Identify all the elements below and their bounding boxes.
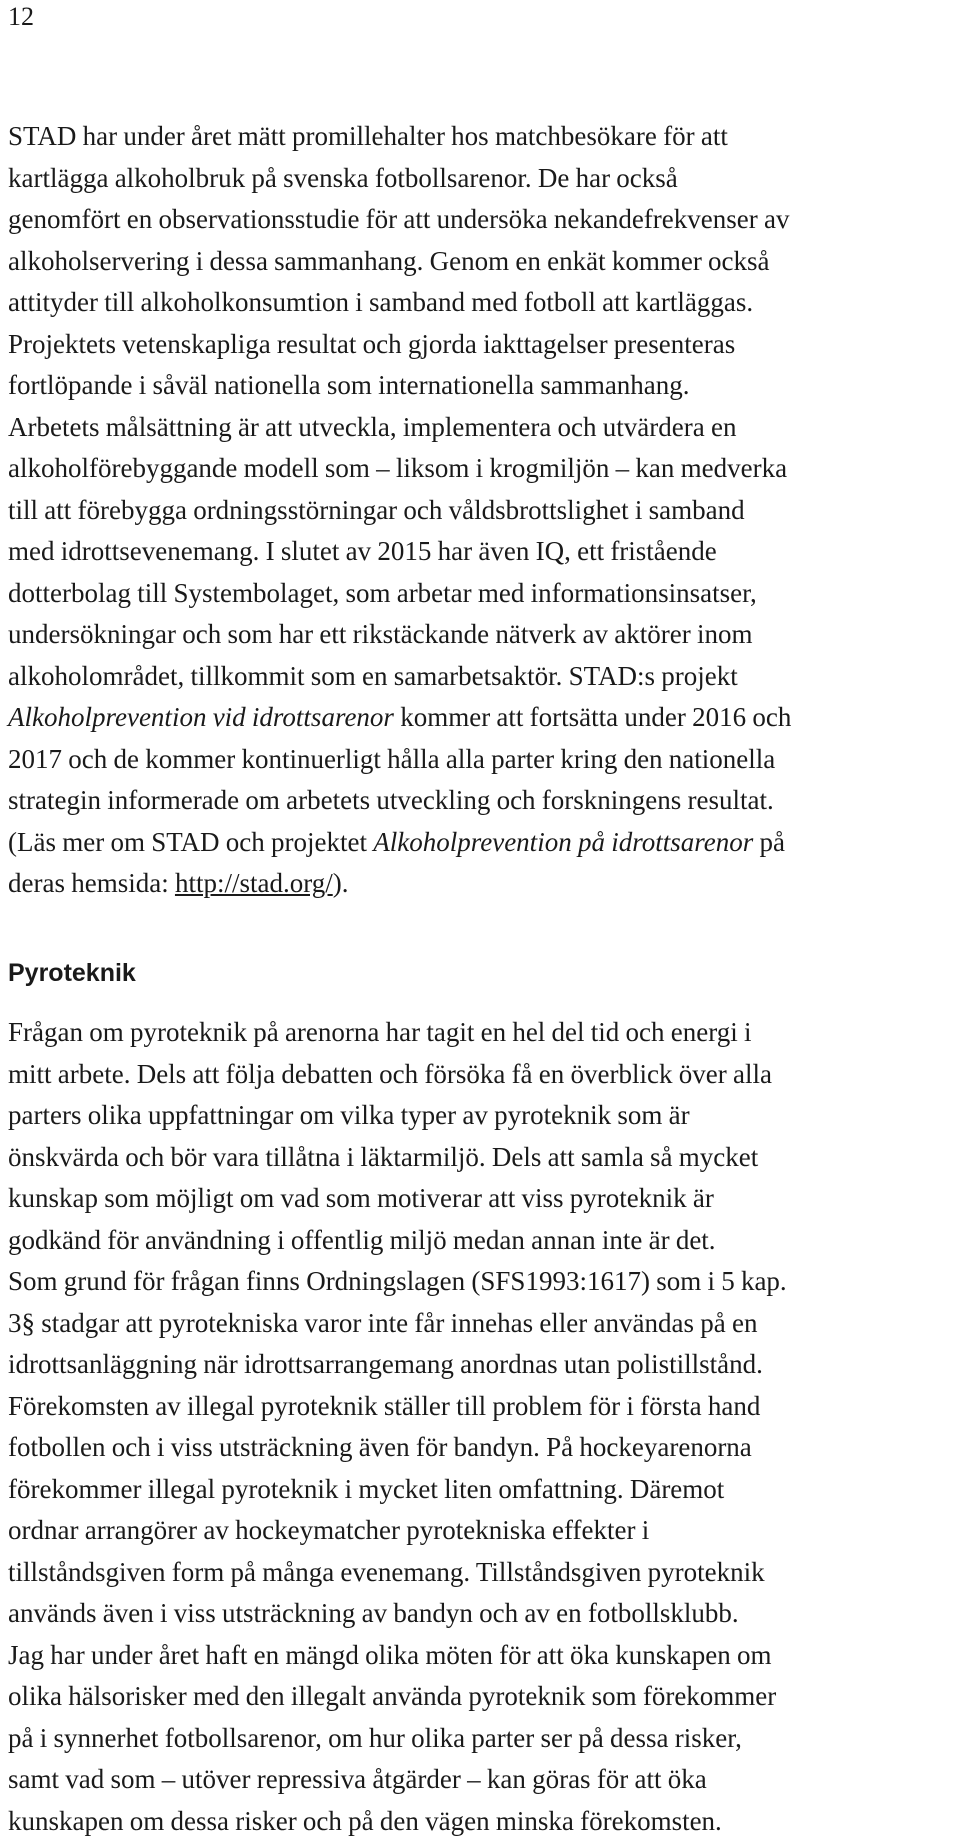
text-line: undersökningar och som har ett rikstäckande nätverk av aktörer inom	[8, 619, 753, 649]
text-fragment: (Läs mer om STAD och projektet	[8, 826, 374, 857]
text-line: Projektets vetenskapliga resultat och gjorda iakttagelser presenteras	[8, 328, 736, 359]
text-line: på i synnerhet fotbollsarenor, om hur olika parter ser på dessa risker,	[8, 1722, 742, 1753]
text-line: STAD har under året mätt promillehalter hos matchbesökare för att	[8, 121, 728, 151]
text-line: fortlöpande i såväl nationella som internationella sammanhang.	[8, 370, 690, 400]
project-title-italic: Alkoholprevention på idrottsarenor	[373, 826, 754, 857]
paragraph-stad-project	[8, 116, 954, 905]
text-line: kartlägga alkoholbruk på svenska fotbollsarenor. De har också	[8, 162, 678, 193]
text-line: önskvärda och bör vara tillåtna i läktarmiljö. Dels att samla så mycket	[8, 1141, 759, 1172]
text-line: kunskapen om dessa risker och på den vägen minska förekomsten.	[8, 1805, 722, 1836]
text-line: Jag har under året haft en mängd olika möten för att öka kunskapen om	[8, 1639, 772, 1670]
text-line: alkoholområdet, tillkommit som en samarbetsaktör. STAD:s projekt	[8, 660, 738, 691]
text-fragment: ).	[332, 868, 349, 898]
text-line: 2017 och de kommer kontinuerligt hålla alla parter kring den nationella	[8, 743, 776, 774]
text-line: strategin informerade om arbetets utveckling och forskningens resultat.	[8, 785, 774, 815]
text-line: alkoholförebyggande modell som – liksom i krogmiljön – kan medverka	[8, 453, 788, 483]
text-line: kunskap som möjligt om vad som motiverar att viss pyroteknik är	[8, 1183, 714, 1213]
text-line: samt vad som – utöver repressiva åtgärder – kan göras för att öka	[8, 1764, 707, 1794]
text-line: används även i viss utsträckning av bandyn och av en fotbollsklubb.	[8, 1598, 739, 1628]
text-line: till att förebygga ordningsstörningar och våldsbrottslighet i samband	[8, 494, 745, 525]
text-line	[8, 863, 954, 905]
text-fragment: kommer att fortsätta under 2016 och	[393, 702, 792, 732]
text-line: olika hälsorisker med den illegalt använda pyroteknik som förekommer	[8, 1681, 777, 1711]
project-title-italic: Alkoholprevention vid idrottsarenor	[8, 702, 394, 732]
text-line: dotterbolag till Systembolaget, som arbetar med informationsinsatser,	[8, 577, 757, 608]
text-line: Som grund för frågan finns Ordningslagen (SFS1993:1617) som i 5 kap.	[8, 1266, 787, 1296]
text-line: Arbetets målsättning är att utveckla, implementera och utvärdera en	[8, 411, 737, 442]
text-line: Frågan om pyroteknik på arenorna har tagit en hel del tid och energi i	[8, 1017, 752, 1047]
text-line: fotbollen och i viss utsträckning även för bandyn. På hockeyarenorna	[8, 1432, 752, 1462]
text-line: parters olika uppfattningar om vilka typer av pyroteknik som är	[8, 1100, 690, 1130]
text-line	[8, 697, 954, 739]
section-heading-pyroteknik: Pyroteknik	[8, 959, 136, 987]
text-line: genomfört en observationsstudie för att undersöka nekandefrekvenser av	[8, 204, 790, 234]
text-line: alkoholservering i dessa sammanhang. Genom en enkät kommer också	[8, 245, 770, 276]
text-line: godkänd för användning i offentlig miljö medan annan inte är det.	[8, 1224, 716, 1255]
text-line: attityder till alkoholkonsumtion i samband med fotboll att kartläggas.	[8, 287, 754, 317]
text-line: 3§ stadgar att pyrotekniska varor inte får innehas eller användas på en	[8, 1307, 758, 1338]
text-line	[8, 822, 954, 864]
text-line: förekommer illegal pyroteknik i mycket liten omfattning. Däremot	[8, 1473, 725, 1504]
text-fragment: deras hemsida:	[8, 868, 175, 898]
text-line: mitt arbete. Dels att följa debatten och försöka få en överblick över alla	[8, 1058, 772, 1089]
page-number: 12	[8, 2, 34, 31]
text-line: ordnar arrangörer av hockeymatcher pyrotekniska effekter i	[8, 1515, 650, 1545]
paragraph-pyroteknik	[8, 1012, 954, 1842]
text-fragment: på	[753, 826, 785, 857]
text-line: idrottsanläggning när idrottsarrangemang anordnas utan polistillstånd.	[8, 1349, 763, 1379]
text-line: Förekomsten av illegal pyroteknik ställer till problem för i första hand	[8, 1390, 761, 1421]
text-line: med idrottsevenemang. I slutet av 2015 har även IQ, ett fristående	[8, 536, 717, 566]
text-line: tillståndsgiven form på många evenemang. Tillståndsgiven pyroteknik	[8, 1556, 765, 1587]
stad-website-link[interactable]: http://stad.org/	[174, 868, 333, 898]
